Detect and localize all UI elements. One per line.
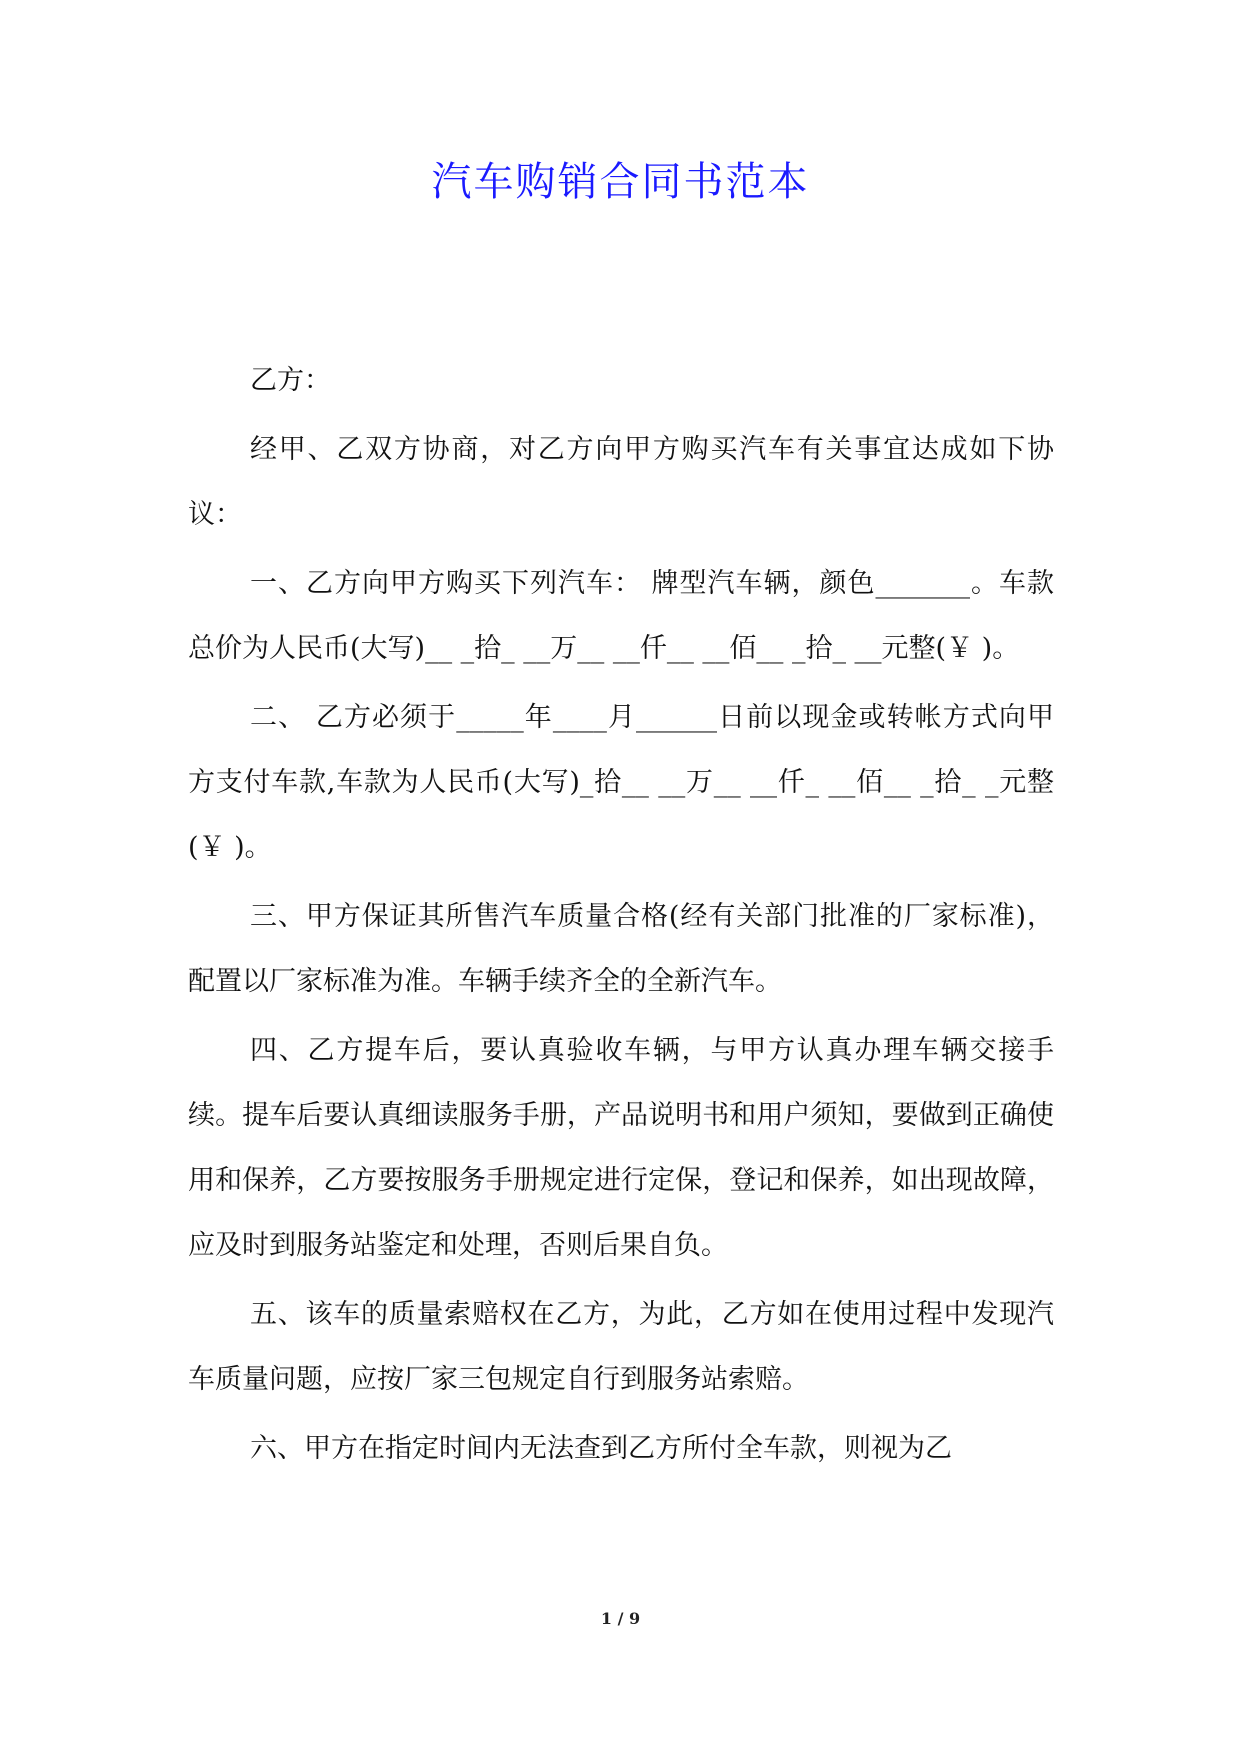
preamble-paragraph: 经甲、乙双方协商，对乙方向甲方购买汽车有关事宜达成如下协议： [188,434,1054,530]
clause-5-paragraph: 五、该车的质量索赔权在乙方，为此，乙方如在使用过程中发现汽车质量问题，应按厂家三包规定自行到服务站索赔。 [188,1299,1054,1395]
clause-4-paragraph: 四、乙方提车后，要认真验收车辆，与甲方认真办理车辆交接手续。提车后要认真细读服务手册，产品说明书和用户须知，要做到正确使用和保养，乙方要按服务手册规定进行定保，登记和保养，如出现故障，应及时到服务站鉴定和处理，否则后果自负。 [188,1035,1054,1261]
clause-1-paragraph: 一、乙方向甲方购买下列汽车： 牌型汽车辆，颜色_______。车款总价为人民币(大写)__ _拾_ __万__ __仟__ __佰__ _拾_ __元整(￥ )。 [188,568,1054,664]
clause-3-paragraph: 三、甲方保证其所售汽车质量合格(经有关部门批准的厂家标准)，配置以厂家标准为准。车辆手续齐全的全新汽车。 [188,901,1054,997]
party-b-line: 乙方： [250,365,331,396]
page-number: 1 / 9 [600,1609,641,1628]
clause-6-paragraph: 六、甲方在指定时间内无法查到乙方所付全车款，则视为乙 [250,1433,952,1464]
document-title: 汽车购销合同书范本 [431,159,810,205]
document-body [188,348,1054,1481]
clause-2-paragraph: 二、 乙方必须于_____年____月______日前以现金或转帐方式向甲方支付车款,车款为人民币(大写)_拾__ __万__ __仟_ __佰__ _拾_ _元整(￥ )。 [188,702,1054,863]
